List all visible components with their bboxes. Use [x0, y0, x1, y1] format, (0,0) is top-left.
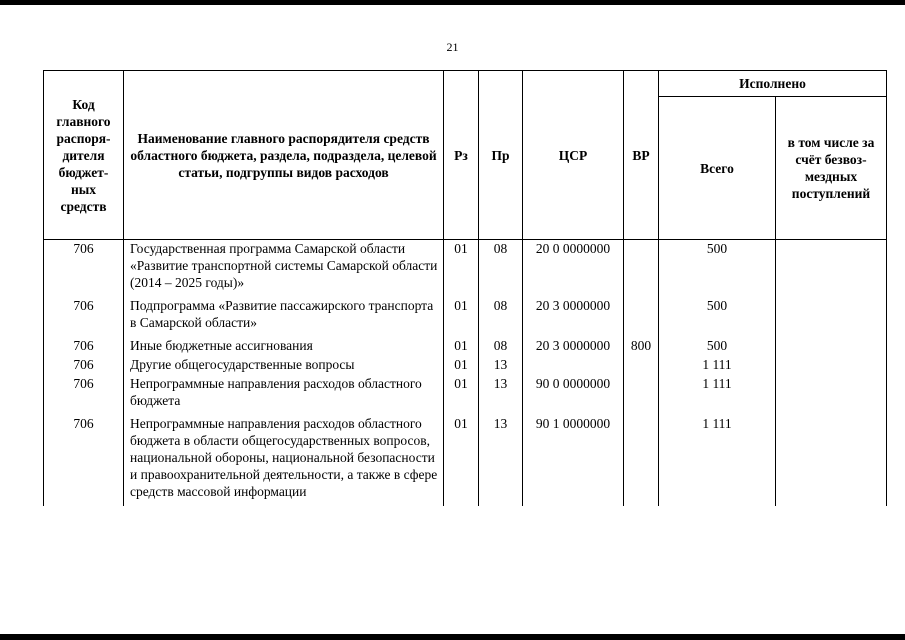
cell-vr: 800 [624, 337, 659, 356]
cell-rz: 01 [444, 297, 479, 337]
cell-total: 1 111 [659, 375, 776, 415]
top-border-rule [0, 0, 905, 5]
cell-name: Другие общегосударственные вопросы [124, 356, 444, 375]
cell-name: Государственная программа Самарской области «Развитие транспортной системы Самарской области (2014 – 2025 годы)» [124, 240, 444, 298]
header-total: Всего [659, 97, 776, 240]
cell-name: Непрограммные направления расходов областного бюджета в области общегосударственных вопросов, национальной обороны, национальной безопасности и правоохранительной деятельности, а также в сфере средств массовой информации [124, 415, 444, 506]
cell-pr: 08 [479, 297, 523, 337]
cell-code: 706 [44, 356, 124, 375]
cell-name: Иные бюджетные ассигнования [124, 337, 444, 356]
table-row [44, 356, 887, 375]
table-row [44, 337, 887, 356]
cell-total: 500 [659, 337, 776, 356]
cell-name: Подпрограмма «Развитие пассажирского транспорта в Самарской области» [124, 297, 444, 337]
page-number: 21 [446, 40, 459, 54]
cell-code: 706 [44, 240, 124, 298]
cell-rz: 01 [444, 356, 479, 375]
budget-execution-table [43, 70, 887, 506]
header-code: Код главного распоря-дителя бюджет-ных средств [44, 71, 124, 240]
cell-total: 500 [659, 297, 776, 337]
cell-pr: 13 [479, 415, 523, 506]
cell-code: 706 [44, 337, 124, 356]
cell-vr [624, 240, 659, 298]
cell-csr [523, 356, 624, 375]
cell-gratuitous [776, 337, 887, 356]
cell-gratuitous [776, 297, 887, 337]
cell-vr [624, 297, 659, 337]
cell-csr: 20 3 0000000 [523, 297, 624, 337]
cell-rz: 01 [444, 375, 479, 415]
cell-rz: 01 [444, 337, 479, 356]
cell-code: 706 [44, 297, 124, 337]
table-row [44, 415, 887, 506]
cell-rz: 01 [444, 415, 479, 506]
bottom-border-rule [0, 634, 905, 640]
table-row [44, 240, 887, 298]
cell-rz: 01 [444, 240, 479, 298]
cell-total: 1 111 [659, 415, 776, 506]
cell-pr: 13 [479, 375, 523, 415]
cell-gratuitous [776, 240, 887, 298]
header-executed: Исполнено [659, 71, 887, 97]
cell-pr: 08 [479, 240, 523, 298]
cell-code: 706 [44, 375, 124, 415]
cell-total: 500 [659, 240, 776, 298]
cell-total: 1 111 [659, 356, 776, 375]
header-name: Наименование главного распорядителя средств областного бюджета, раздела, подраздела, целевой статьи, подгруппы видов расходов [124, 71, 444, 240]
cell-csr: 20 0 0000000 [523, 240, 624, 298]
cell-gratuitous [776, 375, 887, 415]
cell-vr [624, 415, 659, 506]
cell-gratuitous [776, 415, 887, 506]
header-vr: ВР [624, 71, 659, 240]
table-row [44, 375, 887, 415]
header-gratuitous: в том числе за счёт безвоз-мездных поступлений [776, 97, 887, 240]
header-row-top [44, 71, 887, 97]
header-pr: Пр [479, 71, 523, 240]
table-row [44, 297, 887, 337]
cell-csr: 90 0 0000000 [523, 375, 624, 415]
cell-name: Непрограммные направления расходов областного бюджета [124, 375, 444, 415]
cell-pr: 13 [479, 356, 523, 375]
cell-csr: 90 1 0000000 [523, 415, 624, 506]
cell-gratuitous [776, 356, 887, 375]
cell-csr: 20 3 0000000 [523, 337, 624, 356]
header-csr: ЦСР [523, 71, 624, 240]
cell-code: 706 [44, 415, 124, 506]
cell-vr [624, 375, 659, 415]
header-rz: Рз [444, 71, 479, 240]
cell-pr: 08 [479, 337, 523, 356]
cell-vr [624, 356, 659, 375]
